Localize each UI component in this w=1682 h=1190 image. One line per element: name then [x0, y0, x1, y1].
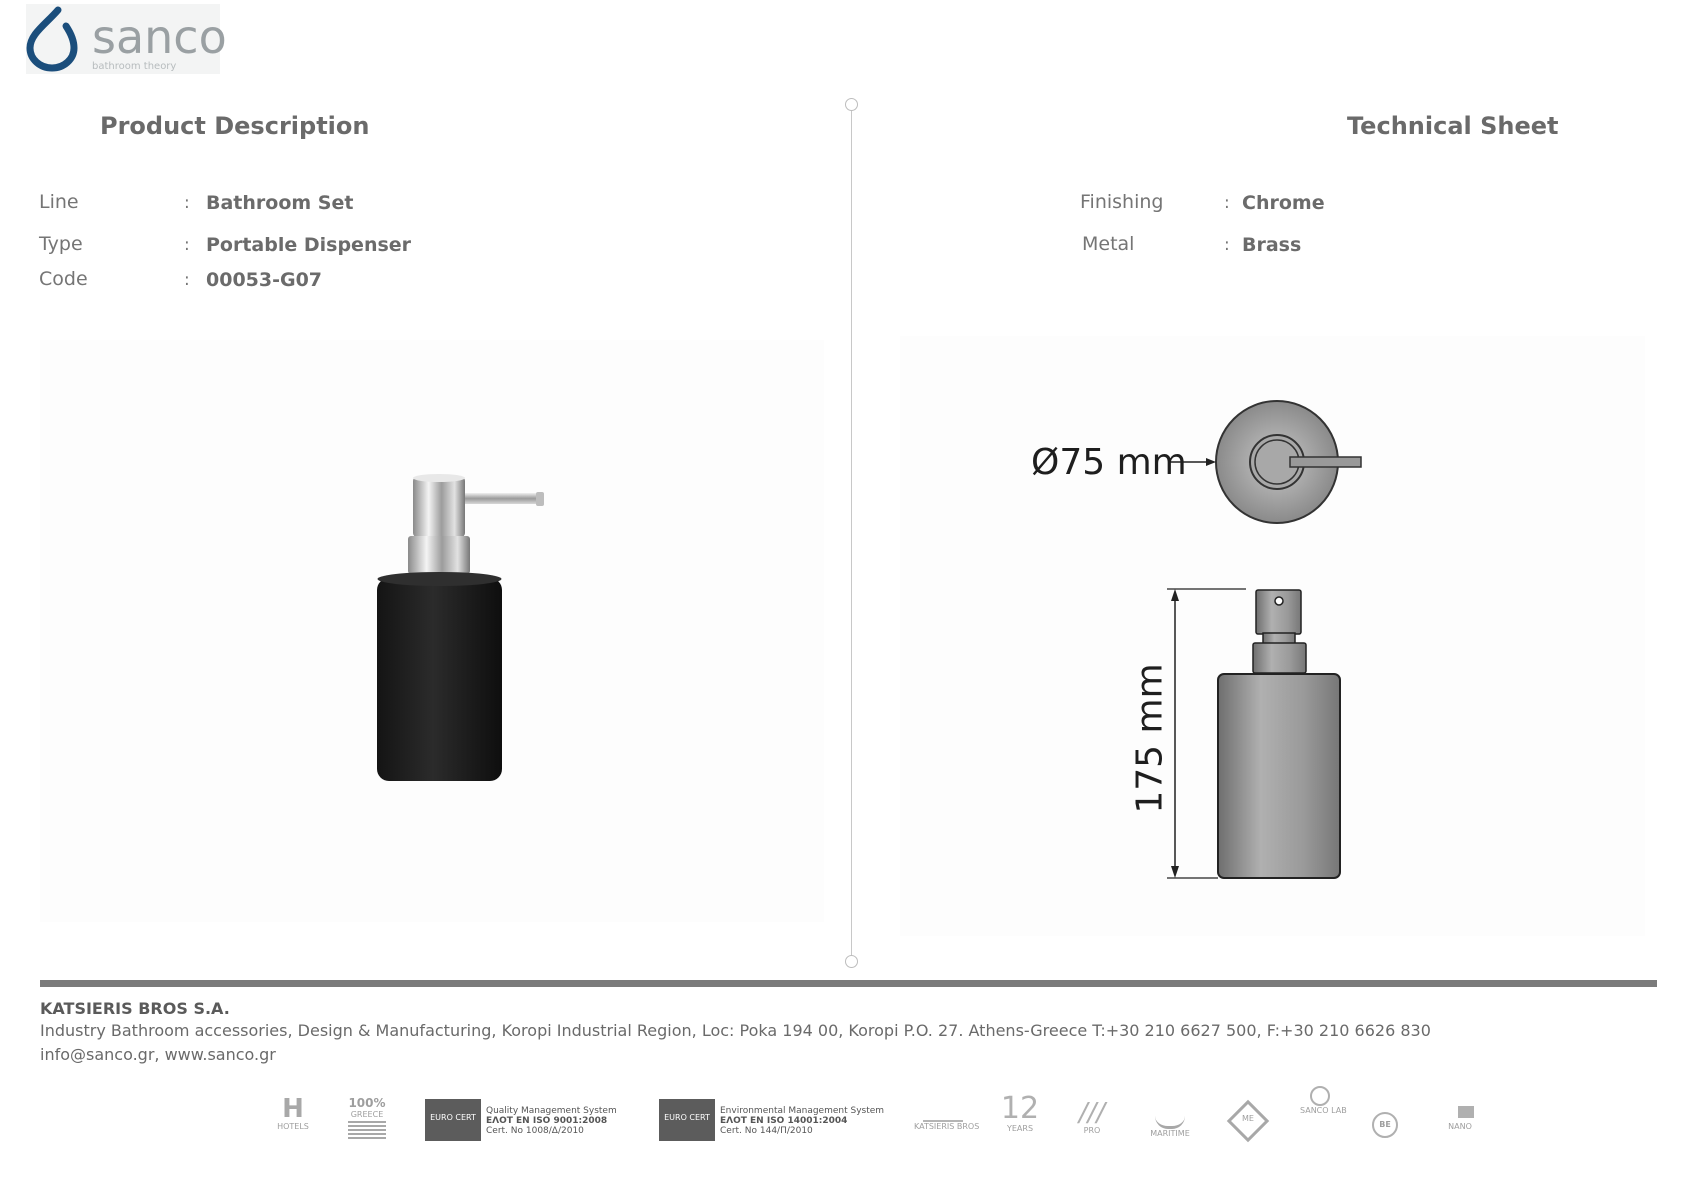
colon: : — [184, 235, 190, 255]
diameter-label: Ø75 mm — [1031, 442, 1187, 483]
lab-icon — [1300, 1086, 1347, 1115]
katsieris-icon — [914, 1100, 980, 1131]
nano-label: NANO — [1448, 1122, 1472, 1131]
technical-sheet-title: Technical Sheet — [1347, 112, 1559, 140]
box: /// — [1078, 1098, 1106, 1128]
ems-line1: Environmental Management System — [720, 1106, 885, 1116]
brand-logo — [26, 4, 227, 74]
me-label: ME — [1242, 1114, 1254, 1123]
qms-text — [486, 1106, 617, 1136]
ems-badge-label: EURO CERT — [664, 1113, 710, 1122]
type-value: Portable Dispenser — [206, 234, 412, 256]
pro-label: PRO — [1083, 1126, 1101, 1135]
bulb-icon — [1310, 1086, 1330, 1106]
column-divider — [851, 104, 852, 962]
katsieris-label: KATSIERIS BROS — [914, 1122, 980, 1131]
h: H — [282, 1094, 304, 1124]
box — [923, 1100, 963, 1122]
maritime-label: MARITIME — [1150, 1129, 1190, 1138]
ems-text — [720, 1106, 884, 1136]
me-icon — [1230, 1106, 1266, 1123]
pro-icon — [1072, 1100, 1112, 1135]
lab-label: SANCO LAB — [1300, 1106, 1347, 1115]
qms-badge — [425, 1099, 481, 1141]
ems-line2: ΕΛΟΤ EN ISO 14001:2004 — [720, 1116, 848, 1126]
colon: : — [184, 270, 190, 290]
code-label: Code — [39, 268, 88, 290]
box — [1458, 1106, 1474, 1118]
brand-name: sanco — [92, 10, 227, 64]
box — [1227, 1100, 1269, 1142]
be-icon — [1370, 1112, 1400, 1138]
technical-drawing — [900, 336, 1645, 936]
footer-divider — [40, 980, 1657, 987]
brand-tagline: bathroom theory — [92, 61, 177, 72]
drop-icon — [26, 4, 88, 74]
metal-label: Metal — [1082, 233, 1135, 255]
type-label: Type — [39, 233, 83, 255]
greece-sub-label: GREECE — [350, 1110, 384, 1119]
flag-icon — [348, 1121, 386, 1139]
qms-badge-label: EURO CERT — [430, 1113, 476, 1122]
line-value: Bathroom Set — [206, 192, 354, 214]
ems-line3: Cert. No 144/Π/2010 — [720, 1126, 813, 1136]
nano-icon — [1440, 1106, 1480, 1131]
dimension-drawing — [900, 336, 1645, 936]
greece-icon — [345, 1096, 389, 1144]
years-number: 12 — [1000, 1091, 1040, 1126]
ems-badge — [659, 1099, 715, 1141]
years-label: YEARS — [1006, 1124, 1034, 1133]
product-description-title: Product Description — [100, 112, 370, 140]
qms-line3: Cert. No 1008/Δ/2010 — [486, 1126, 584, 1136]
dispenser-photo — [40, 340, 824, 922]
company-name: KATSIERIS BROS S.A. — [40, 999, 230, 1018]
colon: : — [1224, 193, 1230, 213]
company-contact: info@sanco.gr, www.sanco.gr — [40, 1045, 276, 1064]
finishing-label: Finishing — [1080, 191, 1164, 213]
qms-line2: ΕΛΟΤ EN ISO 9001:2008 — [486, 1116, 608, 1126]
colon: : — [1224, 235, 1230, 255]
box — [1155, 1116, 1185, 1129]
divider-top-dot — [845, 98, 858, 111]
greece-top-label: 100% — [348, 1096, 386, 1110]
hotels-label: HOTELS — [277, 1122, 309, 1131]
maritime-icon — [1145, 1116, 1195, 1138]
code-value: 00053-G07 — [206, 269, 323, 291]
hotels-icon — [270, 1096, 316, 1142]
height-label: 175 mm — [1129, 663, 1171, 814]
divider-bottom-dot — [845, 955, 858, 968]
product-image — [40, 340, 824, 922]
colon: : — [184, 193, 190, 213]
qms-line1: Quality Management System — [486, 1106, 617, 1116]
be-label: BE — [1372, 1112, 1398, 1138]
company-address: Industry Bathroom accessories, Design & Manufacturing, Koropi Industrial Region, Loc: Poka 194 00, Koropi P.O. 27. Athens-Greece T:+30 210 6627 500, F:+30 210 6626 830 — [40, 1021, 1431, 1040]
years-icon — [1000, 1091, 1040, 1133]
metal-value: Brass — [1242, 234, 1302, 256]
finishing-value: Chrome — [1242, 192, 1325, 214]
line-label: Line — [39, 191, 79, 213]
